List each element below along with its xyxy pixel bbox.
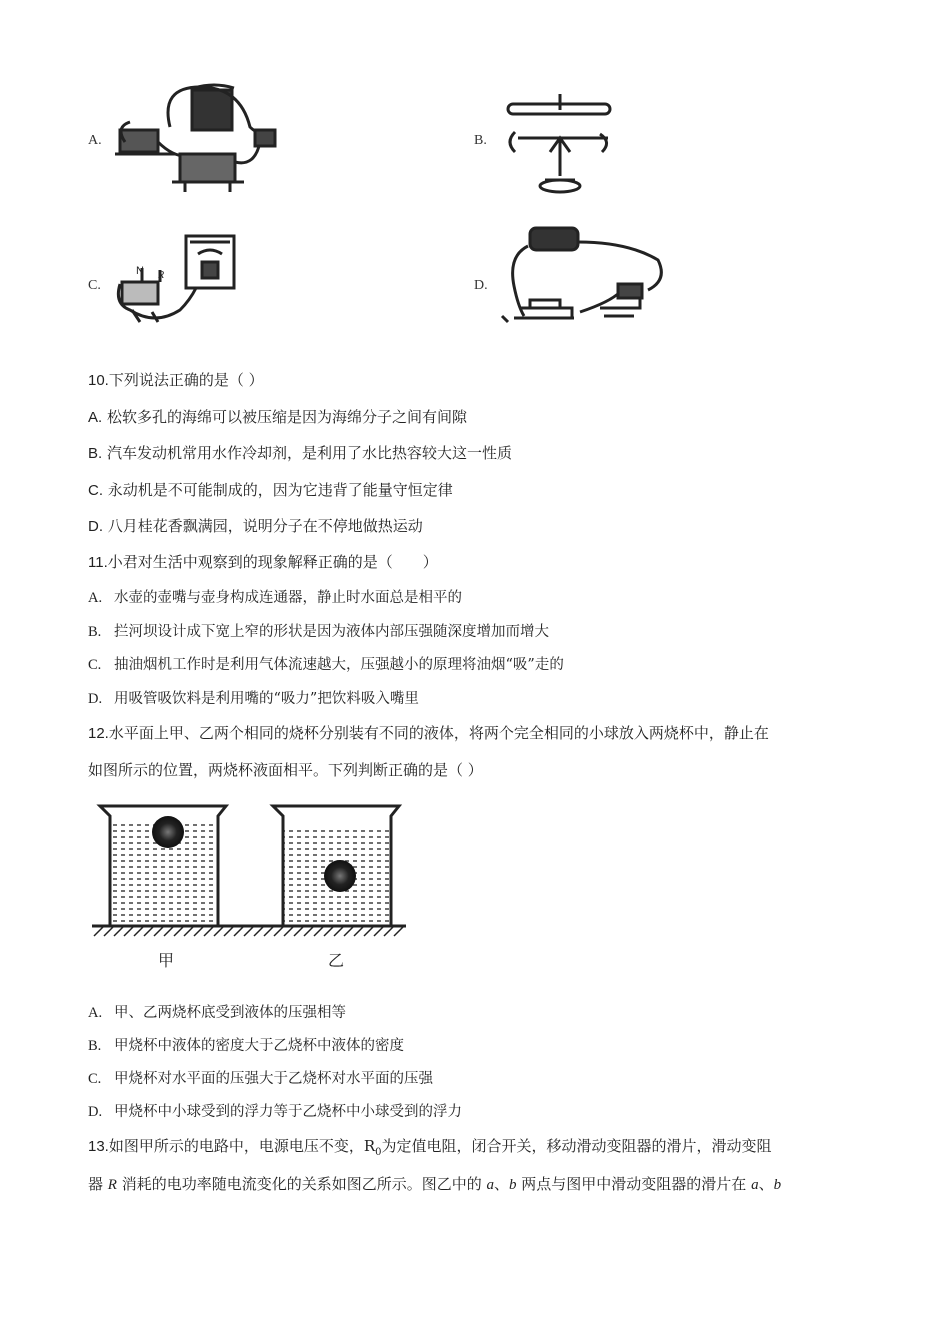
left-beaker-label: 甲: [158, 951, 175, 970]
q13-text-2d: 两点与图甲中滑动变阻器的滑片在: [516, 1175, 752, 1193]
choice-key: C.: [88, 482, 103, 499]
q13-text-1b: 为定值电阻，闭合开关，移动滑动变阻器的滑片，滑动变阻: [381, 1137, 772, 1155]
option-c-figure: [112, 232, 242, 337]
q13-var-a2: a: [751, 1177, 759, 1193]
q10-stem: [88, 370, 264, 391]
beaker-figure: [88, 798, 413, 973]
q10-stem-text: 下列说法正确的是（ ）: [108, 371, 264, 389]
q10-choice-c[interactable]: [88, 480, 453, 501]
choice-key: B.: [88, 1038, 102, 1054]
q13-var-a: a: [486, 1177, 494, 1193]
choice-key: A.: [88, 409, 103, 426]
choice-key: A.: [88, 590, 103, 606]
choice-key: D.: [88, 691, 103, 707]
choice-text: 甲烧杯中液体的密度大于乙烧杯中液体的密度: [114, 1038, 404, 1054]
q12-choice-a[interactable]: [88, 1003, 346, 1023]
q13-text-2a: 器: [88, 1175, 108, 1193]
choice-text: 拦河坝设计成下宽上窄的形状是因为液体内部压强随深度增加而增大: [114, 624, 549, 640]
choice-key: D.: [88, 1104, 103, 1120]
option-c-r-label: R: [158, 270, 165, 281]
q10-choice-a[interactable]: [88, 407, 467, 428]
q11-choice-d[interactable]: [88, 689, 419, 709]
option-a-label: A.: [88, 133, 102, 148]
q12-stem-text-1: 水平面上甲、乙两个相同的烧杯分别装有不同的液体，将两个完全相同的小球放入两烧杯中，静止在: [108, 724, 769, 742]
q12-stem-line1: [88, 723, 769, 744]
q13-r0-subscript: 0: [375, 1147, 382, 1158]
option-c-n-label: N: [136, 265, 144, 277]
choice-key: C.: [88, 657, 102, 673]
choice-text: 松软多孔的海绵可以被压缩是因为海绵分子之间有间隙: [106, 408, 467, 426]
option-b-figure: [500, 90, 620, 195]
choice-text: 甲烧杯中小球受到的浮力等于乙烧杯中小球受到的浮力: [114, 1104, 462, 1120]
choice-key: D.: [88, 518, 103, 535]
q13-text-1a: 如图甲所示的电路中，电源电压不变，R: [108, 1137, 376, 1155]
choice-key: B.: [88, 445, 103, 462]
q11-number: 11.: [88, 554, 108, 571]
q12-choice-c[interactable]: [88, 1069, 433, 1089]
q13-stem-line1: [88, 1136, 772, 1163]
q12-stem-line2: [88, 760, 483, 780]
option-c-label: C.: [88, 278, 101, 293]
q12-number: 12.: [88, 725, 109, 742]
right-beaker-label: 乙: [328, 951, 345, 970]
option-b-label: B.: [474, 133, 487, 148]
choice-text: 八月桂花香飘满园，说明分子在不停地做热运动: [107, 517, 423, 535]
choice-text: 甲烧杯对水平面的压强大于乙烧杯对水平面的压强: [114, 1071, 433, 1087]
option-d-figure: [500, 222, 670, 332]
q13-var-r: R: [107, 1177, 117, 1193]
choice-text: 汽车发动机常用水作冷却剂，是利用了水比热容较大这一性质: [106, 444, 512, 462]
choice-key: C.: [88, 1071, 102, 1087]
q13-number: 13.: [88, 1138, 109, 1155]
q13-text-2c: 、: [494, 1175, 510, 1193]
q13-text-2e: 、: [758, 1175, 774, 1193]
q13-var-b2: b: [773, 1177, 782, 1193]
option-a-figure: [110, 82, 290, 197]
choice-text: 用吸管吸饮料是利用嘴的“吸力”把饮料吸入嘴里: [114, 691, 419, 707]
q10-choice-b[interactable]: [88, 443, 512, 464]
option-d-label: D.: [474, 278, 488, 293]
right-ball: [324, 860, 356, 892]
q12-choice-d[interactable]: [88, 1102, 462, 1122]
q12-stem-text-2: 如图所示的位置，两烧杯液面相平。下列判断正确的是（ ）: [88, 761, 483, 779]
q11-choice-a[interactable]: [88, 588, 462, 608]
choice-text: 抽油烟机工作时是利用气体流速越大，压强越小的原理将油烟“吸”走的: [114, 657, 564, 673]
q13-stem-line2: [88, 1174, 781, 1195]
q11-stem-text: 小君对生活中观察到的现象解释正确的是（ ）: [107, 553, 438, 571]
q13-text-2b: 消耗的电功率随电流变化的关系如图乙所示。图乙中的: [116, 1175, 487, 1193]
choice-key: A.: [88, 1005, 103, 1021]
q10-number: 10.: [88, 372, 109, 389]
choice-text: 永动机是不可能制成的，因为它违背了能量守恒定律: [107, 481, 453, 499]
left-ball: [152, 816, 184, 848]
q11-stem: [88, 552, 438, 573]
q11-choice-c[interactable]: [88, 655, 564, 675]
q13-var-b: b: [509, 1177, 517, 1193]
choice-key: B.: [88, 624, 102, 640]
choice-text: 水壶的壶嘴与壶身构成连通器，静止时水面总是相平的: [114, 590, 462, 606]
q11-choice-b[interactable]: [88, 622, 549, 642]
q10-choice-d[interactable]: [88, 516, 423, 537]
choice-text: 甲、乙两烧杯底受到液体的压强相等: [114, 1005, 346, 1021]
q12-choice-b[interactable]: [88, 1036, 404, 1056]
